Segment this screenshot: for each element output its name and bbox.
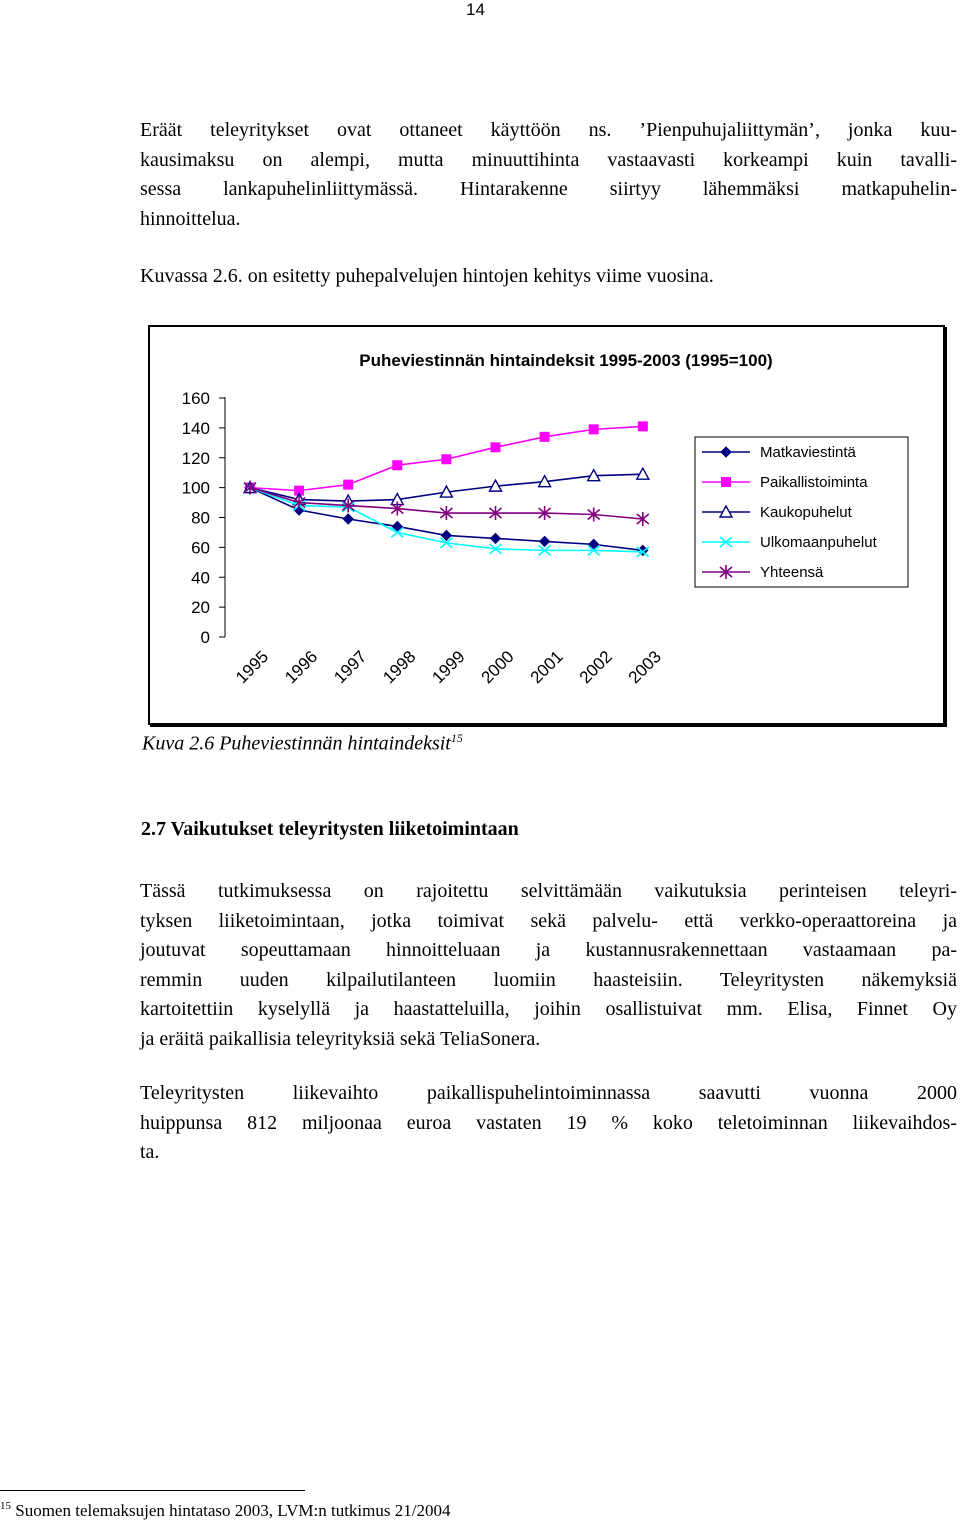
text-line: Eräät teleyritykset ovat ottaneet käyttöön ns. ’Pienpuhujaliittymän’, jonka kuu-	[140, 119, 957, 141]
legend-label: Kaukopuhelut	[760, 504, 852, 521]
y-tick-label: 40	[191, 568, 210, 588]
data-point	[442, 455, 451, 464]
legend-label: Matkaviestintä	[760, 444, 856, 461]
section-paragraph-1	[140, 877, 957, 1054]
y-tick-label: 100	[181, 478, 210, 498]
caption-text: Kuva 2.6 Puheviestinnän hintaindeksit	[142, 732, 451, 755]
footnote	[0, 1500, 450, 1521]
x-tick-label: 2003	[624, 647, 666, 688]
legend-label: Yhteensä	[760, 564, 824, 581]
text-line: Teleyritysten liikevaihto paikallispuhelintoiminnassa saavutti vuonna 2000	[140, 1082, 957, 1104]
text-line: ja eräitä paikallisia teleyrityksiä sekä TeliaSonera.	[140, 1027, 541, 1050]
y-tick-label: 160	[181, 389, 210, 408]
data-point	[393, 461, 402, 470]
x-tick-label: 2000	[477, 647, 518, 688]
y-tick-label: 80	[191, 508, 210, 528]
y-tick-label: 60	[191, 538, 210, 558]
data-point	[344, 480, 353, 489]
footnote-text: Suomen telemaksujen hintataso 2003, LVM:n tutkimus 21/2004	[15, 1501, 451, 1520]
text-line: remmin uuden kilpailutilanteen luomiin haasteisiin. Teleyritysten näkemyksiä	[140, 968, 957, 991]
x-tick-label: 1999	[428, 647, 469, 688]
data-point	[491, 533, 501, 543]
data-point	[638, 422, 647, 431]
y-tick-label: 140	[181, 418, 210, 438]
data-point	[441, 530, 451, 540]
legend-label: Paikallistoiminta	[760, 474, 868, 491]
data-point	[491, 443, 500, 452]
footnote-number: 15	[0, 1500, 11, 1512]
text-line: sessa lankapuhelinliittymässä. Hintarakenne siirtyy lähemmäksi matkapuhelin-	[140, 178, 957, 200]
price-index-chart	[148, 325, 945, 725]
y-tick-label: 120	[181, 448, 210, 468]
chart-title: Puheviestinnän hintaindeksit 1995-2003 (1995=100)	[359, 351, 773, 370]
text-line: kartoitettiin kyselyllä ja haastatteluilla, joihin osallistuivat mm. Elisa, Finnet Oy	[140, 998, 957, 1020]
x-tick-label: 1996	[281, 647, 322, 688]
x-tick-label: 2001	[526, 647, 567, 688]
page-number: 14	[466, 0, 485, 19]
text-line: ta.	[140, 1141, 160, 1163]
text-line: hinnoittelua.	[140, 207, 241, 230]
text-line: kausimaksu on alempi, mutta minuuttihinta vastaavasti korkeampi kuin tavalli-	[140, 148, 957, 171]
text-line: tyksen liiketoimintaan, jotka toimivat sekä palvelu- että verkko-operaattoreina ja	[140, 909, 957, 932]
x-tick-label: 1997	[330, 647, 371, 688]
section-heading: 2.7 Vaikutukset teleyritysten liiketoimintaan	[141, 818, 519, 840]
y-tick-label: 0	[200, 628, 210, 647]
y-tick-label: 20	[191, 598, 210, 618]
chart-canvas	[150, 327, 943, 723]
figure-caption	[142, 731, 463, 756]
x-tick-label: 1995	[232, 647, 273, 688]
intro-paragraph-2	[140, 262, 957, 292]
data-point	[540, 536, 550, 546]
data-point	[589, 425, 598, 434]
text-line: huippunsa 812 miljoonaa euroa vastaten 19 % koko teletoiminnan liikevaihdos-	[140, 1111, 957, 1134]
footnote-separator	[0, 1490, 305, 1491]
x-tick-label: 1998	[379, 647, 420, 688]
section-paragraph-2	[140, 1079, 957, 1168]
x-tick-label: 2002	[575, 647, 616, 688]
legend-label: Ulkomaanpuhelut	[760, 534, 877, 551]
text-line: Tässä tutkimuksessa on rajoitettu selvittämään vaikutuksia perinteisen teleyri-	[140, 880, 957, 902]
caption-footnote-ref: 15	[450, 731, 463, 745]
data-point	[540, 432, 549, 441]
legend-marker	[722, 478, 731, 487]
text-line: joutuvat sopeuttamaan hinnoitteluaan ja kustannusrakennettaan vastaamaan pa-	[140, 939, 957, 961]
intro-paragraph-1	[140, 116, 957, 234]
text-line: Kuvassa 2.6. on esitetty puhepalvelujen hintojen kehitys viime vuosina.	[140, 265, 714, 287]
data-point	[343, 514, 353, 524]
